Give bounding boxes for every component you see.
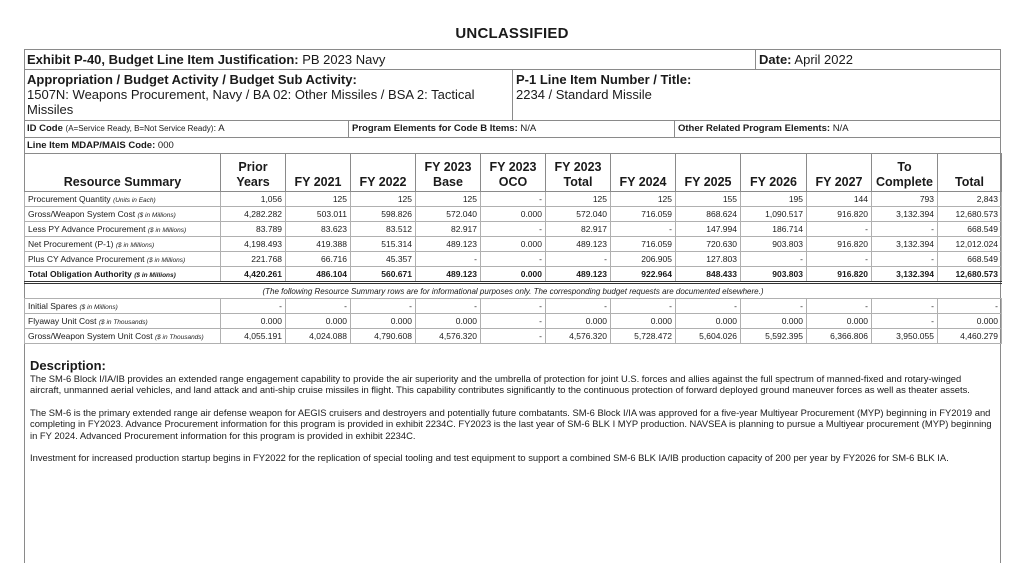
value-cell: - (416, 299, 481, 314)
description-title: Description: (30, 358, 106, 373)
value-cell: 82.917 (416, 222, 481, 237)
column-header (741, 154, 807, 192)
row-unit: ($ in Millions) (115, 242, 155, 249)
value-cell: 3,950.055 (872, 329, 938, 344)
value-cell: 2,843 (938, 192, 1002, 207)
value-cell: 4,576.320 (546, 329, 611, 344)
value-cell: 125 (416, 192, 481, 207)
value-cell: - (611, 222, 676, 237)
value-cell: 195 (741, 192, 807, 207)
row-label-cell (25, 192, 221, 207)
column-header-line-2: Complete (876, 175, 933, 189)
column-header (416, 154, 481, 192)
column-header-line-2: Total (955, 175, 984, 189)
row-unit: ($ in Millions) (79, 304, 118, 311)
column-header-line-1: Prior (238, 160, 268, 174)
value-cell: 155 (676, 192, 741, 207)
column-header (286, 154, 351, 192)
mdap-row (24, 137, 1001, 153)
value-cell: 3,132.394 (872, 207, 938, 222)
value-cell: - (416, 252, 481, 267)
p1-label: P-1 Line Item Number / Title: (516, 72, 692, 87)
exhibit-label: Exhibit P-40, Budget Line Item Justification: (27, 52, 299, 67)
value-cell: 793 (872, 192, 938, 207)
column-header-line-2: Base (433, 175, 463, 189)
value-cell: - (872, 252, 938, 267)
value-cell: 4,282.282 (221, 207, 286, 222)
value-cell: 668.549 (938, 222, 1002, 237)
table-row (25, 207, 1002, 222)
info-table-row (25, 314, 1002, 329)
total-obligation-row (25, 267, 1002, 283)
value-cell: 4,790.608 (351, 329, 416, 344)
value-cell: 125 (546, 192, 611, 207)
value-cell: 489.123 (546, 267, 611, 283)
info-table-row (25, 329, 1002, 344)
value-cell: 206.905 (611, 252, 676, 267)
value-cell: 916.820 (807, 207, 872, 222)
column-header (546, 154, 611, 192)
column-header (481, 154, 546, 192)
column-header-line-2: FY 2025 (684, 175, 732, 189)
row-label: Net Procurement (P-1) (28, 239, 114, 249)
value-cell: 5,728.472 (611, 329, 676, 344)
appropriation-row (24, 69, 1001, 120)
value-cell: 221.768 (221, 252, 286, 267)
value-cell: - (807, 299, 872, 314)
value-cell: - (481, 299, 546, 314)
description-paragraph-2: The SM-6 is the primary extended range air defense weapon for AEGIS cruisers and destroyers and potentially future combatants. SM-6 Block I/IA was approved for a five-year Multiyear Procurement (MYP) beginning in FY2019 and completing in FY2023. Advance Procurement information for this program is provided in exhibit 2234C. FY2023 is the last year of SM-6 BLK I MYP production. NAVSEA is planning to pursue a Multiyear procurement (MYP) beginning in FY 2024. Advanced Procurement information for this program is provided in exhibit 2234C. (30, 406, 992, 441)
value-cell: 486.104 (286, 267, 351, 283)
value-cell: - (676, 299, 741, 314)
table-row (25, 252, 1002, 267)
value-cell: 489.123 (416, 237, 481, 252)
row-label: Gross/Weapon System Unit Cost (28, 331, 153, 341)
value-cell: - (741, 252, 807, 267)
value-cell: 12,012.024 (938, 237, 1002, 252)
id-code-cell (24, 121, 351, 137)
value-cell: 186.714 (741, 222, 807, 237)
resource-summary-title: Resource Summary (25, 154, 221, 192)
row-label: Less PY Advance Procurement (28, 224, 146, 234)
header-row (25, 154, 1002, 192)
p1-cell (512, 70, 1001, 120)
id-code-label: ID Code (27, 123, 63, 134)
value-cell: 45.357 (351, 252, 416, 267)
column-header-line-1 (289, 160, 347, 175)
row-unit: ($ in Thousands) (154, 334, 204, 341)
id-code-row (24, 120, 1001, 137)
id-code-note: (A=Service Ready, B=Not Service Ready) (65, 124, 214, 133)
value-cell: 125 (611, 192, 676, 207)
value-cell: 503.011 (286, 207, 351, 222)
value-cell: 916.820 (807, 237, 872, 252)
value-cell: - (546, 299, 611, 314)
value-cell: - (872, 299, 938, 314)
value-cell: 0.000 (481, 207, 546, 222)
row-label-cell (25, 329, 221, 344)
value-cell: 572.040 (416, 207, 481, 222)
program-elements-cell (348, 121, 674, 137)
row-unit: (Units in Each) (113, 197, 156, 204)
value-cell: 127.803 (676, 252, 741, 267)
column-header (611, 154, 676, 192)
appropriation-label: Appropriation / Budget Activity / Budget Sub Activity: (27, 72, 357, 87)
value-cell: 848.433 (676, 267, 741, 283)
row-unit: ($ in Millions) (137, 212, 176, 219)
value-cell: 419.388 (286, 237, 351, 252)
column-header-line-1: To (897, 160, 912, 174)
value-cell: 716.059 (611, 207, 676, 222)
value-cell: - (741, 299, 807, 314)
row-label-cell (25, 314, 221, 329)
column-header (221, 154, 286, 192)
resource-summary-table (24, 153, 1002, 344)
value-cell: - (481, 329, 546, 344)
row-unit: ($ in Millions) (134, 272, 176, 279)
row-label: Flyaway Unit Cost (28, 316, 97, 326)
value-cell: 1,090.517 (741, 207, 807, 222)
column-header-line-1 (744, 160, 803, 175)
value-cell: 3,132.394 (872, 267, 938, 283)
column-header-line-1: FY 2023 (424, 160, 472, 174)
value-cell: 83.789 (221, 222, 286, 237)
value-cell: 489.123 (546, 237, 611, 252)
mdap-cell (24, 138, 1001, 153)
column-header (938, 154, 1002, 192)
value-cell: 0.000 (286, 314, 351, 329)
row-label-cell (25, 267, 221, 283)
column-header-line-2: FY 2022 (359, 175, 407, 189)
value-cell: 716.059 (611, 237, 676, 252)
mdap-label: Line Item MDAP/MAIS Code: (27, 140, 156, 151)
description-paragraph-1: The SM-6 Block I/IA/IB provides an extended range engagement capability to provide the air superiority and the umbrella of protection for joint U.S. forces and allies against the full spectrum of manned-fixed and rotary-winged aircraft, unmanned aerial vehicles, and land attack and anti-ship cruise missiles in flight. This capability contributes significantly to the continuous protection of forward deployed ground maneuver forces as well as theater assets. (30, 372, 970, 395)
value-cell: 4,198.493 (221, 237, 286, 252)
exhibit-cell (24, 50, 759, 69)
row-unit: ($ in Millions) (146, 257, 186, 264)
column-header-line-2: FY 2024 (619, 175, 667, 189)
column-header (676, 154, 741, 192)
value-cell: - (221, 299, 286, 314)
value-cell: - (481, 252, 546, 267)
other-related-value: N/A (832, 123, 849, 134)
column-header-line-2: Years (236, 175, 270, 189)
column-header-line-1 (810, 160, 868, 175)
date-label: Date: (759, 52, 792, 67)
value-cell: 0.000 (221, 314, 286, 329)
column-header-line-1 (354, 160, 412, 175)
value-cell: 515.314 (351, 237, 416, 252)
column-header-line-2: FY 2021 (294, 175, 342, 189)
row-label-cell (25, 222, 221, 237)
value-cell: 82.917 (546, 222, 611, 237)
date-value: April 2022 (794, 52, 853, 67)
value-cell: 572.040 (546, 207, 611, 222)
value-cell: 922.964 (611, 267, 676, 283)
value-cell: - (481, 222, 546, 237)
value-cell: - (481, 192, 546, 207)
value-cell: 6,366.806 (807, 329, 872, 344)
id-code-value: : A (213, 123, 225, 134)
value-cell: 903.803 (741, 267, 807, 283)
value-cell: 489.123 (416, 267, 481, 283)
value-cell: 4,460.279 (938, 329, 1002, 344)
other-related-cell (674, 121, 1001, 137)
value-cell: - (611, 299, 676, 314)
value-cell: 598.826 (351, 207, 416, 222)
mdap-value: 000 (157, 140, 174, 151)
value-cell: 83.512 (351, 222, 416, 237)
value-cell: 4,024.088 (286, 329, 351, 344)
row-label: Procurement Quantity (28, 194, 111, 204)
program-elements-label: Program Elements for Code B Items: (352, 123, 518, 134)
column-header-line-2: FY 2026 (749, 175, 798, 189)
row-label: Total Obligation Authority (28, 269, 132, 279)
date-cell (755, 50, 1001, 69)
value-cell: 0.000 (611, 314, 676, 329)
value-cell: - (546, 252, 611, 267)
informational-note-row (25, 283, 1002, 299)
value-cell: 1,056 (221, 192, 286, 207)
value-cell: 12,680.573 (938, 207, 1002, 222)
value-cell: 0.000 (807, 314, 872, 329)
exhibit-value: PB 2023 Navy (302, 52, 386, 67)
row-label-cell (25, 207, 221, 222)
value-cell: 4,576.320 (416, 329, 481, 344)
info-table-row (25, 299, 1002, 314)
value-cell: 125 (351, 192, 416, 207)
exhibit-row (24, 49, 1001, 69)
value-cell: - (286, 299, 351, 314)
value-cell: - (481, 314, 546, 329)
row-label-cell (25, 237, 221, 252)
value-cell: 0.000 (938, 314, 1002, 329)
classification-banner: UNCLASSIFIED (455, 25, 569, 42)
row-unit: ($ in Millions) (147, 227, 187, 234)
row-label: Initial Spares (28, 301, 78, 311)
value-cell: 903.803 (741, 237, 807, 252)
column-header (351, 154, 416, 192)
value-cell: 5,592.395 (741, 329, 807, 344)
column-header-line-2: Total (563, 175, 593, 189)
value-cell: 0.000 (481, 237, 546, 252)
value-cell: 4,420.261 (221, 267, 286, 283)
column-header-line-2: FY 2027 (815, 175, 863, 189)
value-cell: 0.000 (546, 314, 611, 329)
row-unit: ($ in Thousands) (98, 319, 148, 326)
appropriation-cell (24, 70, 512, 120)
value-cell: 668.549 (938, 252, 1002, 267)
row-label-cell (25, 299, 221, 314)
p1-value: 2234 / Standard Missile (516, 87, 652, 102)
informational-note: (The following Resource Summary rows are for informational purposes only. The corresponding budget requests are documented elsewhere.) (25, 283, 1002, 299)
value-cell: - (807, 222, 872, 237)
value-cell: 916.820 (807, 267, 872, 283)
value-cell: 0.000 (416, 314, 481, 329)
row-label: Gross/Weapon System Cost (28, 209, 136, 219)
program-elements-value: N/A (520, 123, 537, 134)
other-related-label: Other Related Program Elements: (678, 123, 831, 134)
value-cell: - (872, 222, 938, 237)
value-cell: 0.000 (481, 267, 546, 283)
value-cell: 720.630 (676, 237, 741, 252)
description-section (30, 360, 995, 475)
column-header (807, 154, 872, 192)
value-cell: - (351, 299, 416, 314)
column-header-line-1 (679, 160, 737, 175)
value-cell: - (872, 314, 938, 329)
column-header-line-1: FY 2023 (554, 160, 602, 174)
column-header (872, 154, 938, 192)
value-cell: 12,680.573 (938, 267, 1002, 283)
value-cell: 83.623 (286, 222, 351, 237)
value-cell: 66.716 (286, 252, 351, 267)
value-cell: 144 (807, 192, 872, 207)
value-cell: 0.000 (351, 314, 416, 329)
value-cell: - (938, 299, 1002, 314)
table-row (25, 222, 1002, 237)
table-row (25, 192, 1002, 207)
value-cell: 0.000 (676, 314, 741, 329)
appropriation-value: 1507N: Weapons Procurement, Navy / BA 02: Other Missiles / BSA 2: Tactical Missiles (27, 87, 475, 117)
table-row (25, 237, 1002, 252)
column-header-line-1: FY 2023 (489, 160, 537, 174)
value-cell: 5,604.026 (676, 329, 741, 344)
value-cell: 3,132.394 (872, 237, 938, 252)
value-cell: - (807, 252, 872, 267)
column-header-line-1 (941, 160, 998, 175)
value-cell: 560.671 (351, 267, 416, 283)
row-label: Plus CY Advance Procurement (28, 254, 145, 264)
column-header-line-2: OCO (498, 175, 528, 189)
column-header-line-1 (614, 160, 672, 175)
value-cell: 0.000 (741, 314, 807, 329)
value-cell: 125 (286, 192, 351, 207)
value-cell: 147.994 (676, 222, 741, 237)
row-label-cell (25, 252, 221, 267)
value-cell: 4,055.191 (221, 329, 286, 344)
description-paragraph-3: Investment for increased production startup begins in FY2022 for the replication of special tooling and test equipment to support a combined SM-6 BLK IA/IB production capacity of 200 per year by FY2026 for SM-6 BLK IA. (30, 452, 949, 463)
value-cell: 868.624 (676, 207, 741, 222)
